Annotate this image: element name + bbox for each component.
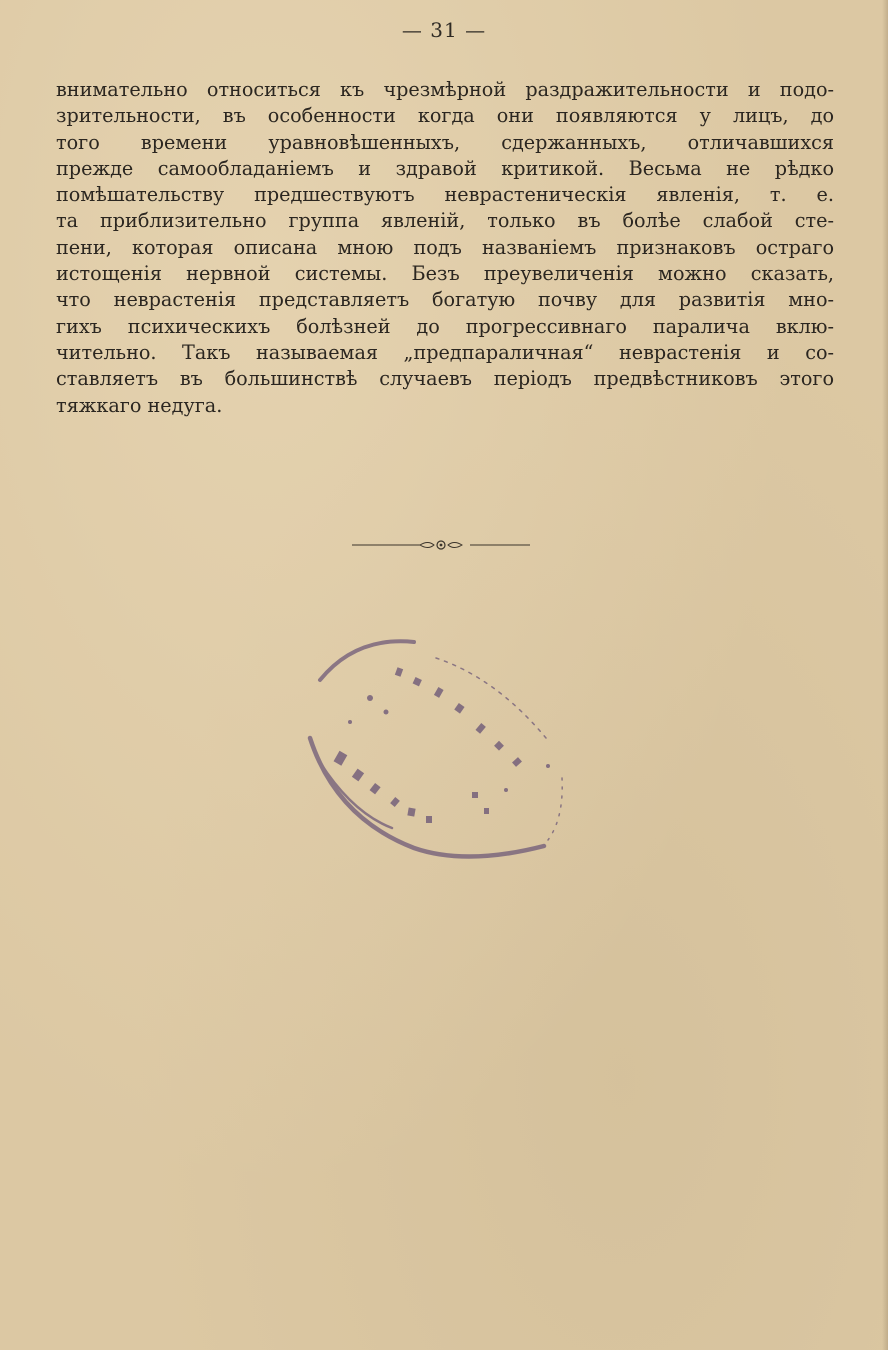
text-line: того времени уравновѣшенныхъ, сдержанныхъ, отличавшихся: [56, 130, 834, 154]
text-line: та приблизительно группа явленій, только въ болѣе слабой сте-: [56, 209, 834, 233]
section-divider-ornament: [350, 536, 532, 554]
page-edge-shadow: [882, 0, 888, 1350]
text-line: пени, которая описана мною подъ названіемъ признаковъ остраго: [56, 235, 834, 259]
text-line: истощенія нервной системы. Безъ преувеличенія можно сказать,: [56, 262, 834, 286]
text-line: тяжкаго недуга.: [56, 393, 223, 417]
text-line: помѣшательству предшествуютъ неврастеническія явленія, т. е.: [56, 183, 834, 207]
text-line: внимательно относиться къ чрезмѣрной раздражительности и подо-: [56, 78, 834, 101]
text-line: чительно. Такъ называемая „предпараличная“ неврастенія и со-: [56, 340, 834, 364]
text-line: прежде самообладаніемъ и здравой критикой. Весьма не рѣдко: [56, 156, 834, 180]
body-paragraph: [56, 77, 834, 419]
page-number: — 31 —: [401, 18, 487, 42]
text-line: гихъ психическихъ болѣзней до прогрессивнаго паралича вклю-: [56, 314, 834, 338]
library-stamp-image: [296, 628, 596, 878]
text-line: ставляетъ въ большинствѣ случаевъ періодъ предвѣстниковъ этого: [56, 367, 834, 391]
text-line: зрительности, въ особенности когда они появляются у лицъ, до: [56, 104, 834, 128]
text-line: что неврастенія представляетъ богатую почву для развитія мно-: [56, 288, 834, 312]
